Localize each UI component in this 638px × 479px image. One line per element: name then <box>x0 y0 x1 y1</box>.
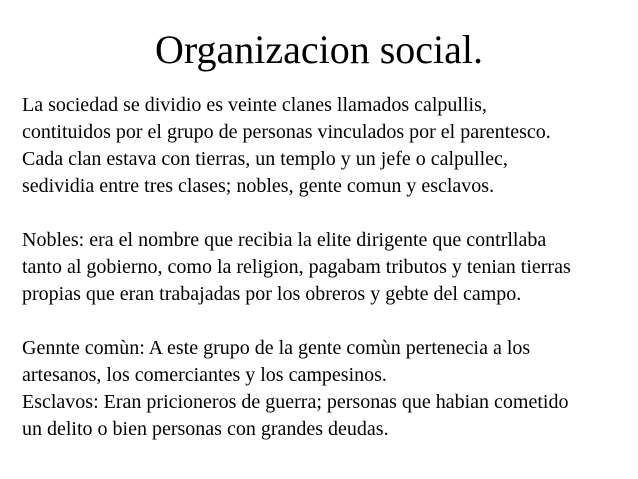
paragraph-2-line-2: tanto al gobierno, como la religion, pagabam tributos y tenian tierras <box>22 256 571 278</box>
paragraph-3-line-4: un delito o bien personas con grandes deudas. <box>22 418 389 440</box>
slide-body <box>22 92 632 443</box>
paragraph-1-line-1: La sociedad se dividio es veinte clanes llamados calpullis, <box>22 94 487 116</box>
paragraph-2-line-1: Nobles: era el nombre que recibia la elite dirigente que contrllaba <box>22 229 547 251</box>
paragraph-2-line-3: propias que eran trabajadas por los obreros y gebte del campo. <box>22 283 522 305</box>
paragraph-3-line-1: Gennte comùn: A este grupo de la gente comùn pertenecia a los <box>22 337 531 359</box>
slide-title: Organizacion social. <box>154 27 484 72</box>
paragraph-1-line-3: Cada clan estava con tierras, un templo y un jefe o calpullec, <box>22 148 508 170</box>
paragraph-3-line-3: Esclavos: Eran pricioneros de guerra; personas que habian cometido <box>22 391 569 413</box>
paragraph-spacer <box>22 308 632 335</box>
paragraph-spacer <box>22 200 632 227</box>
paragraph-1-line-2: contituidos por el grupo de personas vinculados por el parentesco. <box>22 121 551 143</box>
paragraph-3-line-2: artesanos, los comerciantes y los campesinos. <box>22 364 387 386</box>
paragraph-1-line-4: sedividia entre tres clases; nobles, gente comun y esclavos. <box>22 175 495 197</box>
